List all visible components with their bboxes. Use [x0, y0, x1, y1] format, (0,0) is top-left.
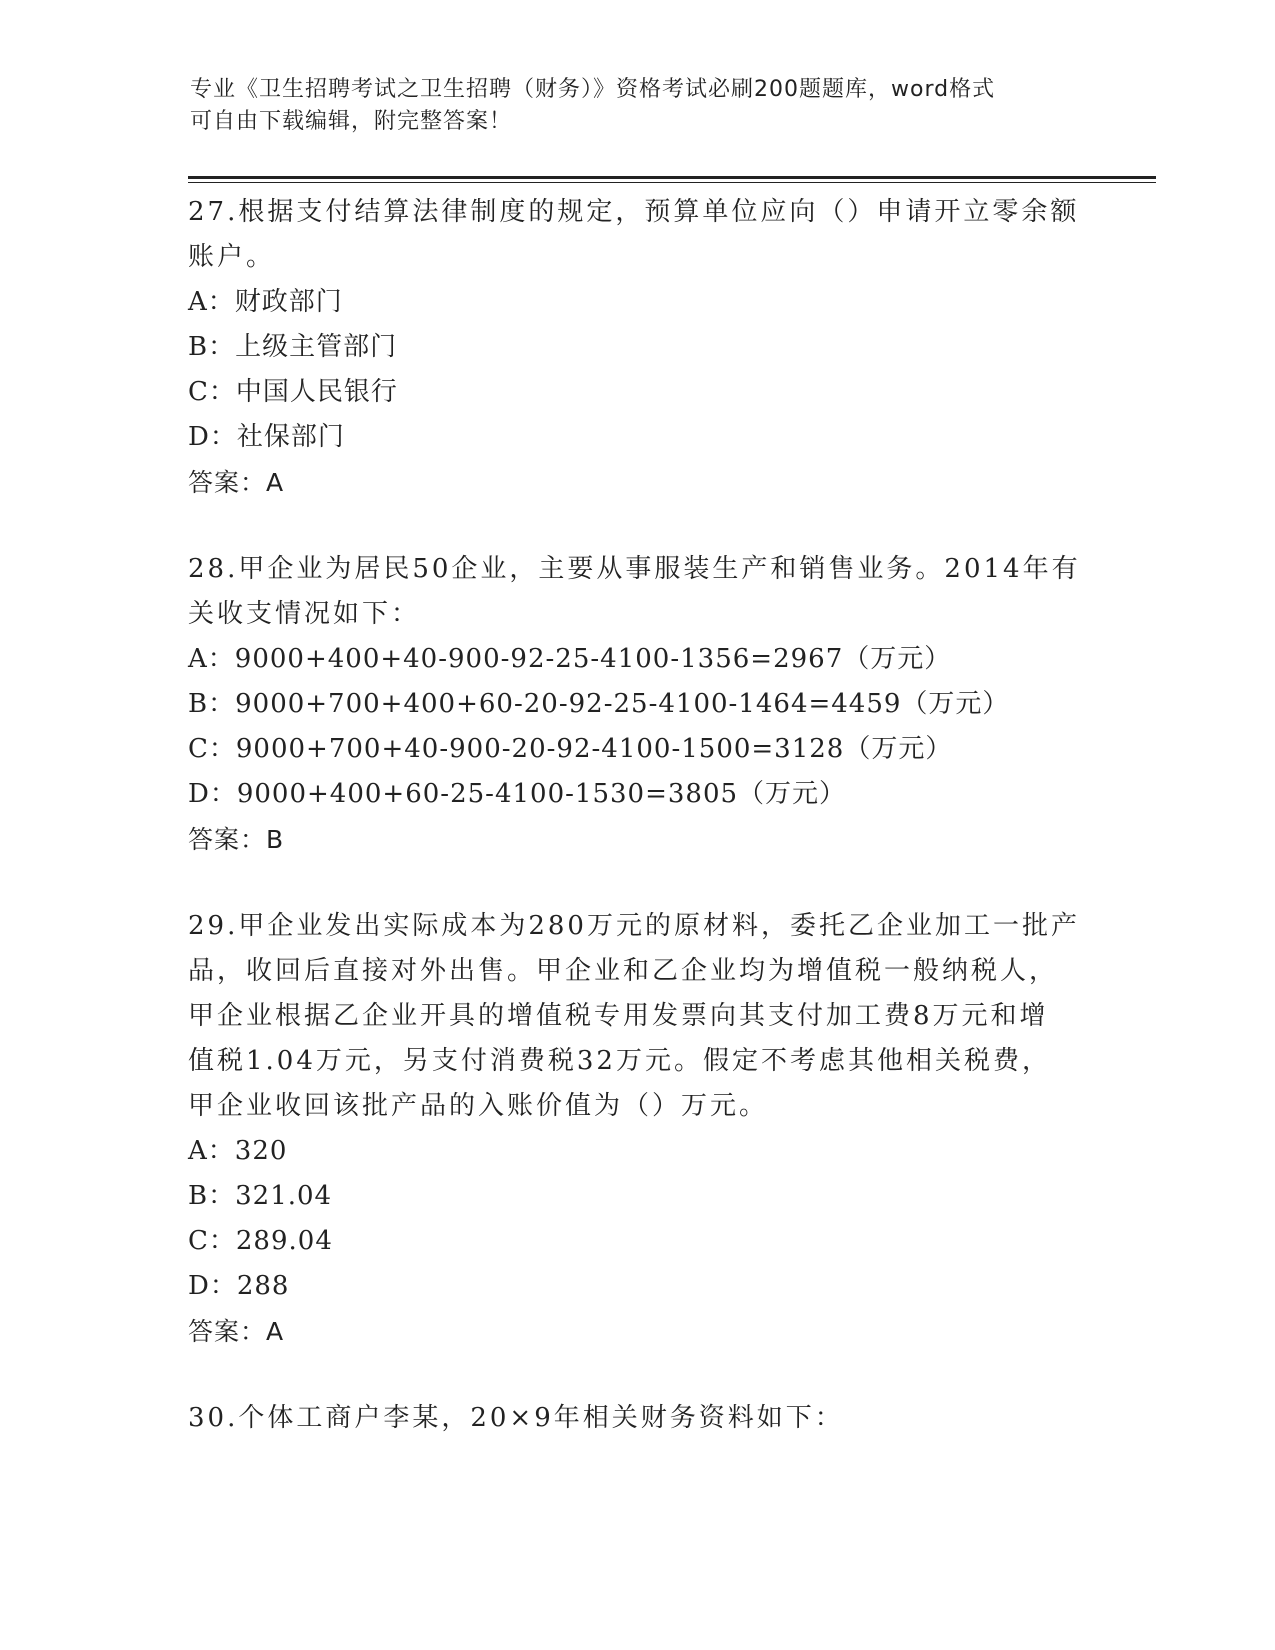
option-a: A：320 — [188, 1136, 288, 1166]
question-stem-line: 甲企业根据乙企业开具的增值税专用发票向其支付加工费8万元和增 — [188, 1001, 1049, 1031]
question-stem-line: 甲企业收回该批产品的入账价值为（）万元。 — [188, 1091, 769, 1121]
option-b: B：321.04 — [188, 1181, 333, 1211]
option-b: B：9000+700+400+60-20-92-25-4100-1464=4459（万元） — [188, 689, 1010, 719]
option-c: C：9000+700+40-900-20-92-4100-1500=3128（万元） — [188, 734, 953, 764]
question-30 — [188, 1396, 1088, 1441]
question-stem-line: 29.甲企业发出实际成本为280万元的原材料，委托乙企业加工一批产 — [188, 911, 1080, 941]
option-c: C：289.04 — [188, 1226, 333, 1256]
option-d: D：288 — [188, 1271, 290, 1301]
header-rule-thick — [188, 176, 1156, 179]
question-stem-line: 账户。 — [188, 242, 276, 272]
question-stem-line: 27.根据支付结算法律制度的规定，预算单位应向（）申请开立零余额 — [188, 197, 1080, 227]
answer: 答案：A — [188, 1317, 285, 1346]
header-rule-thin — [188, 182, 1156, 183]
answer: 答案：B — [188, 825, 285, 854]
question-29 — [188, 904, 1088, 1354]
question-27 — [188, 190, 1088, 505]
option-b: B：上级主管部门 — [188, 332, 398, 362]
option-c: C：中国人民银行 — [188, 377, 398, 407]
question-stem-line: 30.个体工商户李某，20×9年相关财务资料如下： — [188, 1403, 844, 1433]
question-stem-line: 28.甲企业为居民50企业，主要从事服装生产和销售业务。2014年有 — [188, 554, 1081, 584]
question-28 — [188, 547, 1088, 862]
header-line-2: 可自由下载编辑，附完整答案！ — [190, 109, 513, 134]
question-stem-line: 值税1.04万元，另支付消费税32万元。假定不考虑其他相关税费， — [188, 1046, 1051, 1076]
answer: 答案：A — [188, 468, 285, 497]
question-list — [188, 190, 1088, 1483]
option-d: D：9000+400+60-25-4100-1530=3805（万元） — [188, 779, 847, 809]
document-header — [190, 74, 1090, 138]
header-line-1: 专业《卫生招聘考试之卫生招聘（财务）》资格考试必刷200题题库，word格式 — [190, 77, 996, 102]
question-stem-line: 品，收回后直接对外出售。甲企业和乙企业均为增值税一般纳税人， — [188, 956, 1059, 986]
question-stem-line: 关收支情况如下： — [188, 599, 421, 629]
option-a: A：财政部门 — [188, 287, 343, 317]
option-a: A：9000+400+40-900-92-25-4100-1356=2967（万元） — [188, 644, 952, 674]
option-d: D：社保部门 — [188, 422, 345, 452]
